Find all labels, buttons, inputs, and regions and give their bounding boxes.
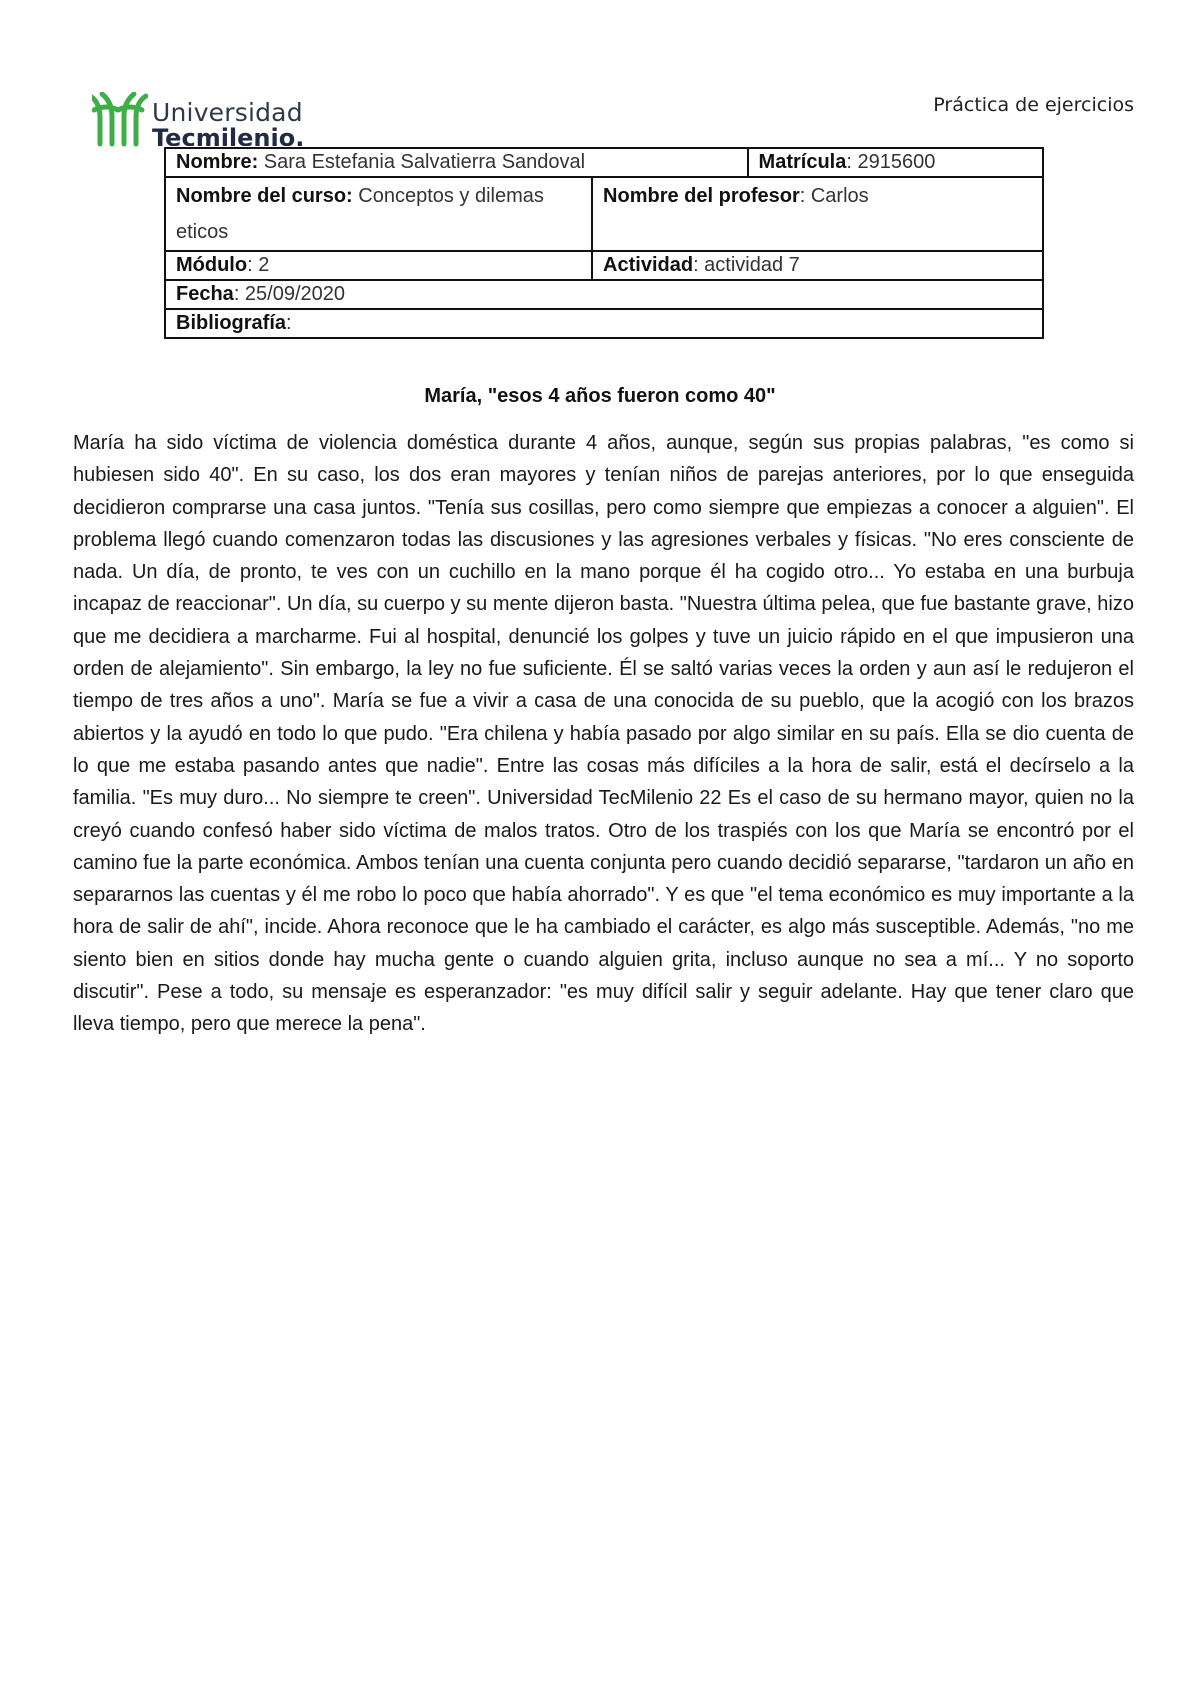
profesor-value: : Carlos [799, 185, 869, 207]
cell-matricula [748, 148, 1043, 177]
logo-mark-icon [92, 92, 148, 148]
document-type-label: Práctica de ejercicios [933, 94, 1134, 116]
matricula-label: Matrícula [758, 151, 847, 173]
cell-curso [165, 177, 592, 251]
cell-profesor [592, 177, 1043, 251]
cell-actividad [592, 251, 1043, 280]
university-logo [92, 92, 305, 152]
info-row-curso [165, 177, 1043, 251]
profesor-label: Nombre del profesor [603, 185, 800, 207]
cell-bibliografia [165, 309, 1043, 338]
cell-modulo [165, 251, 592, 280]
cell-fecha [165, 280, 1043, 309]
bibliografia-label: Bibliografía [176, 312, 287, 334]
info-row-modulo [165, 251, 1043, 280]
student-info-table [164, 147, 1044, 339]
article-title: María, "esos 4 años fueron como 40" [424, 385, 776, 407]
logo-text-universidad: Universidad [152, 98, 303, 127]
fecha-label: Fecha [176, 283, 234, 305]
matricula-value: : 2915600 [846, 151, 936, 173]
info-row-bibliografia [165, 309, 1043, 338]
actividad-value: : actividad 7 [693, 254, 800, 276]
bibliografia-value: : [286, 312, 292, 334]
curso-label: Nombre del curso: [176, 185, 353, 207]
info-row-nombre [165, 148, 1043, 177]
article-body: María ha sido víctima de violencia doméstica durante 4 años, aunque, según sus propias palabras, "es como si hubiesen sido 40". En su caso, los dos eran mayores y tenían niños de parejas anteriores, por lo que enseguida decidieron comprarse una casa juntos. "Tenía sus cosillas, pero como siempre que empiezas a conocer a alguien". El problema llegó cuando comenzaron todas las discusiones y las agresiones verbales y físicas. "No eres consciente de nada. Un día, de pronto, te ves con un cuchillo en la mano porque él ha cogido otro... Yo estaba en una burbuja incapaz de reaccionar". Un día, su cuerpo y su mente dijeron basta. "Nuestra última pelea, que fue bastante grave, hizo que me decidiera a marcharme. Fui al hospital, denuncié los golpes y tuve un juicio rápido en el que impusieron una orden de alejamiento". Sin embargo, la ley no fue suficiente. Él se saltó varias veces la orden y aun así le redujeron el tiempo de tres años a uno". María se fue a vivir a casa de una conocida de su pueblo, que la acogió con los brazos abiertos y la ayudó en todo lo que pudo. "Era chilena y había pasado por algo similar en su país. Ella se dio cuenta de lo que me estaba pasando antes que nadie". Entre las cosas más difíciles a la hora de salir, está el decírselo a la familia. "Es muy duro... No siempre te creen". Universidad TecMilenio 22 Es el caso de su hermano mayor, quien no la creyó cuando confesó haber sido víctima de malos tratos. Otro de los traspiés con los que María se encontró por el camino fue la parte económica. Ambos tenían una cuenta conjunta pero cuando decidió separarse, "tardaron un año en separarnos las cuentas y él me robo lo poco que había ahorrado". Y es que "el tema económico es muy importante a la hora de salir de ahí", incide. Ahora reconoce que le ha cambiado el carácter, es algo más susceptible. Además, "no me siento bien en sitios donde hay mucha gente o cuando alguien grita, incluso aunque no sea a mí... Y no soporto discutir". Pese a todo, su mensaje es esperanzador: "es muy difícil salir y seguir adelante. Hay que tener claro que lleva tiempo, pero que merece la pena". [73, 432, 1134, 1036]
curso-value: Conceptos y dilemas eticos [176, 185, 544, 243]
modulo-label: Módulo [176, 254, 248, 276]
nombre-value: Sara Estefania Salvatierra Sandoval [258, 151, 586, 173]
modulo-value: : 2 [247, 254, 270, 276]
actividad-label: Actividad [603, 254, 694, 276]
cell-nombre [165, 148, 748, 177]
logo-text-tecmilenio: Tecmilenio. [152, 124, 305, 146]
info-row-fecha [165, 280, 1043, 309]
fecha-value: : 25/09/2020 [233, 283, 346, 305]
nombre-label: Nombre: [176, 151, 259, 173]
